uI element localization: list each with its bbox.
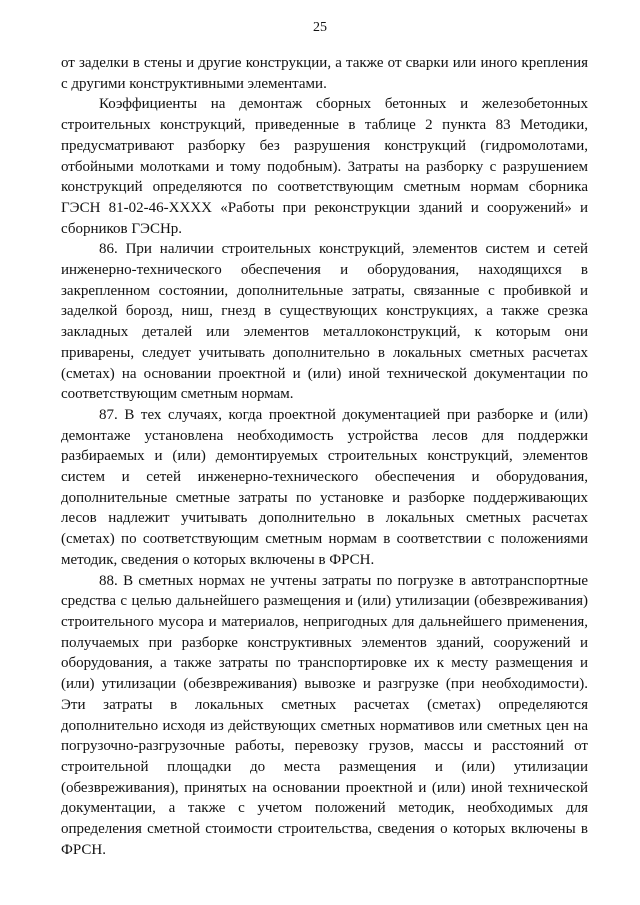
paragraph-86: 86. При наличии строительных конструкций, элементов систем и сетей инженерно-технического обеспечения и оборудования, находящихся в закрепленном состоянии, дополнительные затраты, связанные с пробивкой и заделкой борозд, ниш, гнезд в существующих конструкциях, а также срезка закладных деталей или элементов металлоконструкций, к которым они приварены, следует учитывать дополнительно в локальных сметных расчетах (сметах) на основании проектной и (или) иной технической документации по соответствующим сметным нормам. [61, 241, 588, 403]
page-number: 25 [313, 20, 327, 35]
paragraph-coefficients: Коэффициенты на демонтаж сборных бетонных и железобетонных строительных конструкций, приведенные в таблице 2 пункта 83 Методики, предусматривают разборку без разрушения конструкций (гидромолотами, отбойными молотками и тому подобным). Затраты на разборку с разрушением конструкций определяются по соответствующим сметным нормам сборника ГЭСН 81-02-46-ХХХХ «Работы при реконструкции зданий и сооружений» и сборников ГЭСНр. [61, 96, 588, 237]
paragraph-87: 87. В тех случаях, когда проектной документацией при разборке и (или) демонтаже установлена необходимость устройства лесов для поддержки разбираемых и (или) демонтируемых строительных конструкций, элементов систем и сетей инженерно-технического обеспечения и оборудования, дополнительные сметные затраты по установке и разборке поддерживающих лесов надлежит учитывать дополнительно в локальных сметных расчетах (сметах) по соответствующим сметным нормам в соответствии с положениями методик, сведения о которых включены в ФРСН. [61, 406, 588, 568]
paragraph-continuation: от заделки в стены и другие конструкции, а также от сварки или иного крепления с другими конструктивными элементами. [61, 55, 588, 92]
paragraph-88: 88. В сметных нормах не учтены затраты по погрузке в автотранспортные средства с целью дальнейшего размещения и (или) утилизации (обезвреживания) строительного мусора и материалов, непригодных для дальнейшего применения, получаемых при разборке конструктивных элементов зданий, сооружений и оборудования, а также затраты по транспортировке их к месту размещения и (или) утилизации (обезвреживания) вывозке и разгрузке (при необходимости). Эти затраты в локальных сметных расчетах (сметах) определяются дополнительно исходя из действующих сметных нормативов или сметных цен на погрузочно-разгрузочные работы, перевозку грузов, массы и расстояний от строительной площадки до места размещения и (или) утилизации (обезвреживания), принятых на основании проектной и (или) иной технической документации, а также с учетом положений методик, необходимых для определения сметной стоимости строительства, сведения о которых включены в ФРСН. [61, 572, 588, 858]
document-body [61, 53, 588, 860]
